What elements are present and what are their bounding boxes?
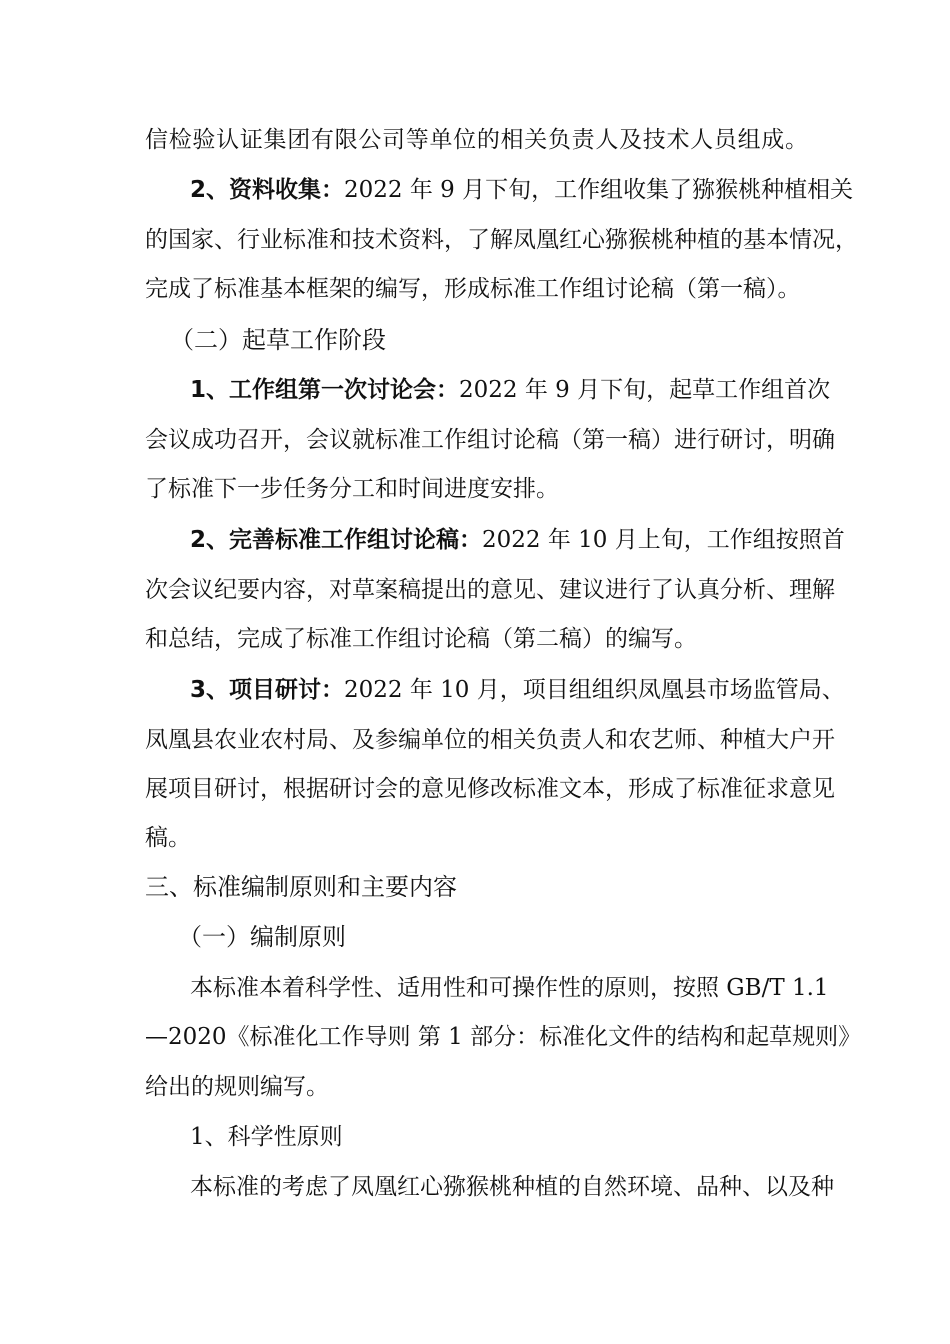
chapter-heading: 三、标准编制原则和主要内容: [145, 873, 457, 901]
paragraph-line: [190, 375, 831, 405]
paragraph-line: [190, 525, 845, 555]
section-heading: （二）起草工作阶段: [170, 326, 386, 354]
paragraph-line: 了标准下一步任务分工和时间进度安排。: [145, 476, 559, 502]
paragraph-line: 给出的规则编写。: [145, 1074, 329, 1100]
item-label: 2、资料收集：: [190, 177, 345, 203]
item-label: 1、工作组第一次讨论会：: [190, 377, 460, 403]
subsection-heading: 1、科学性原则: [190, 1124, 343, 1150]
paragraph-text: 2022 年 10 月上旬，工作组按照首: [482, 527, 845, 553]
item-label: 3、项目研讨：: [190, 677, 345, 703]
paragraph-text: 2022 年 9 月下旬，起草工作组首次: [459, 377, 831, 403]
paragraph-text: 2022 年 9 月下旬，工作组收集了猕猴桃种植相关: [344, 177, 854, 203]
paragraph-line: 次会议纪要内容，对草案稿提出的意见、建议进行了认真分析、理解: [145, 577, 835, 603]
item-label: 2、完善标准工作组讨论稿：: [190, 527, 483, 553]
paragraph-line: [190, 675, 845, 705]
paragraph-line: 会议成功召开，会议就标准工作组讨论稿（第一稿）进行研讨，明确: [145, 427, 835, 453]
paragraph-line: 稿。: [145, 825, 191, 851]
paragraph-line: 展项目研讨，根据研讨会的意见修改标准文本，形成了标准征求意见: [145, 776, 835, 802]
paragraph-line: 和总结，完成了标准工作组讨论稿（第二稿）的编写。: [145, 626, 697, 652]
paragraph-line: 信检验认证集团有限公司等单位的相关负责人及技术人员组成。: [145, 127, 808, 153]
paragraph-line: 完成了标准基本框架的编写，形成标准工作组讨论稿（第一稿）。: [145, 276, 801, 302]
paragraph-line: 本标准本着科学性、适用性和可操作性的原则，按照 GB/T 1.1: [190, 975, 829, 1001]
paragraph-line: —2020《标准化工作导则 第 1 部分：标准化文件的结构和起草规则》: [145, 1024, 862, 1050]
paragraph-line: 凤凰县农业农村局、及参编单位的相关负责人和农艺师、种植大户开: [145, 727, 835, 753]
paragraph-text: 2022 年 10 月，项目组组织凤凰县市场监管局、: [344, 677, 845, 703]
paragraph-line: [190, 175, 854, 205]
section-heading: （一）编制原则: [178, 923, 346, 951]
paragraph-line: 本标准的考虑了凤凰红心猕猴桃种植的自然环境、品种、以及种: [190, 1174, 834, 1200]
paragraph-line: 的国家、行业标准和技术资料，了解凤凰红心猕猴桃种植的基本情况，: [145, 227, 858, 253]
